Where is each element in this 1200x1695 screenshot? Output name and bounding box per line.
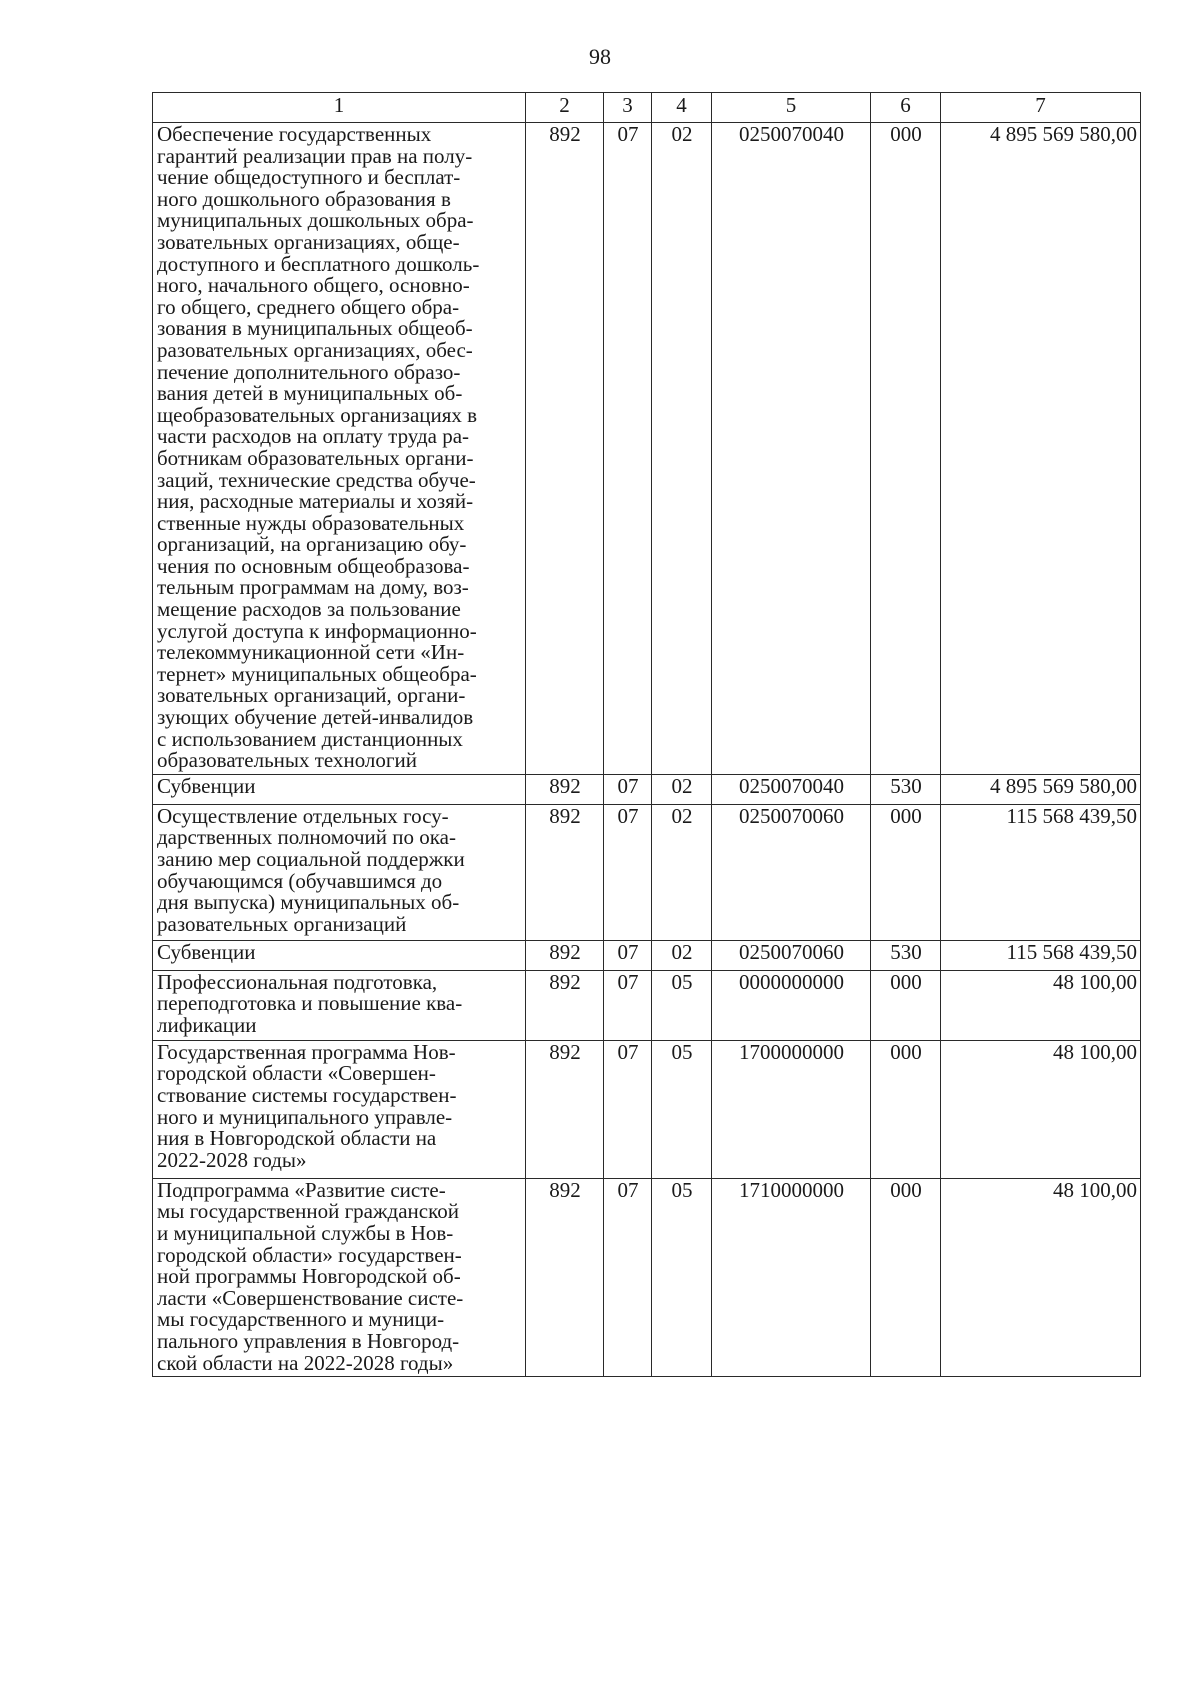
expense-type-cell: 530 <box>871 774 941 804</box>
expense-name-line: занию мер социальной поддержки <box>157 847 465 871</box>
expense-type-cell: 000 <box>871 970 941 1040</box>
expense-name-line: зовательных организаций, органи- <box>157 683 466 708</box>
expense-name-line: ния, расходные материалы и хозяй- <box>157 489 474 514</box>
expense-name-line: организаций, на организацию обу- <box>157 532 467 557</box>
amount-cell: 48 100,00 <box>941 1040 1141 1178</box>
target-article-cell: 0250070040 <box>712 774 871 804</box>
expense-type-cell: 000 <box>871 1178 941 1376</box>
table-row <box>153 940 1141 970</box>
ministry-code-cell: 892 <box>526 1178 604 1376</box>
expense-name-line: ной программы Новгородской об- <box>157 1264 461 1289</box>
expense-name-line: 2022-2028 годы» <box>157 1147 307 1172</box>
budget-table <box>152 92 1141 1377</box>
target-article-cell: 1710000000 <box>712 1178 871 1376</box>
expense-name-line: мещение расходов за пользование <box>157 597 461 622</box>
expense-name-line: Государственная программа Нов- <box>157 1039 456 1064</box>
expense-name-line: щеобразовательных организациях в <box>157 402 478 427</box>
amount-cell: 115 568 439,50 <box>941 804 1141 940</box>
expense-name-line: городской области» государствен- <box>157 1242 462 1267</box>
expense-name-line: дня выпуска) муниципальных об- <box>157 890 460 915</box>
expense-name-line: тернет» муниципальных общеобра- <box>157 661 477 686</box>
expense-name-line: разовательных организациях, обес- <box>157 337 473 362</box>
expense-name-cell <box>153 970 526 1040</box>
header-col-5: 5 <box>712 93 871 123</box>
ministry-code-cell: 892 <box>526 123 604 775</box>
ministry-code-cell: 892 <box>526 804 604 940</box>
expense-name-line: ствование системы государствен- <box>157 1083 457 1107</box>
expense-name-line: Подпрограмма «Развитие систе- <box>157 1177 446 1202</box>
subsection-code-cell: 05 <box>652 970 712 1040</box>
expense-name-cell <box>153 1040 526 1178</box>
section-code-cell: 07 <box>604 774 652 804</box>
header-col-2: 2 <box>526 93 604 123</box>
expense-name-cell <box>153 1178 526 1376</box>
expense-name-line: части расходов на оплату труда ра- <box>157 424 470 449</box>
subsection-code-cell: 05 <box>652 1178 712 1376</box>
table-row <box>153 970 1141 1040</box>
expense-type-cell: 000 <box>871 1040 941 1178</box>
amount-cell: 4 895 569 580,00 <box>941 123 1141 775</box>
expense-name-line: и муниципальной службы в Нов- <box>157 1221 454 1245</box>
expense-name-line: заций, технические средства обуче- <box>157 467 476 492</box>
expense-name-line: го общего, среднего общего обра- <box>157 294 460 319</box>
expense-name-cell <box>153 123 526 775</box>
expense-name-line: тельным программам на дому, воз- <box>157 575 469 600</box>
expense-name-line: Осуществление отдельных госу- <box>157 803 449 828</box>
expense-name-line: пального управления в Новгород- <box>157 1328 460 1353</box>
expense-name-line: ской области на 2022-2028 годы» <box>157 1350 454 1375</box>
table-row <box>153 1178 1141 1376</box>
page-number: 98 <box>589 44 611 69</box>
expense-name-line: лификации <box>157 1013 257 1037</box>
target-article-cell: 0250070060 <box>712 804 871 940</box>
table-header <box>153 93 1141 123</box>
section-code-cell: 07 <box>604 940 652 970</box>
section-code-cell: 07 <box>604 123 652 775</box>
expense-name-line: ния в Новгородской области на <box>157 1126 437 1151</box>
expense-name-line: мы государственного и муници- <box>157 1307 445 1332</box>
target-article-cell: 0250070040 <box>712 123 871 775</box>
expense-name-line: ного и муниципального управле- <box>157 1104 453 1129</box>
expense-name-line: с использованием дистанционных <box>157 726 463 751</box>
expense-type-cell: 000 <box>871 804 941 940</box>
header-col-4: 4 <box>652 93 712 123</box>
expense-name-line: Субвенции <box>157 773 256 798</box>
expense-name-line: городской области «Совершен- <box>157 1061 436 1086</box>
expense-name-line: чение общедоступного и бесплат- <box>157 165 461 190</box>
amount-cell: 4 895 569 580,00 <box>941 774 1141 804</box>
subsection-code-cell: 02 <box>652 123 712 775</box>
expense-name-line: зовательных организациях, обще- <box>157 229 460 254</box>
table-body <box>153 123 1141 1377</box>
expense-name-line: ласти «Совершенствование систе- <box>157 1285 464 1310</box>
header-col-7: 7 <box>941 93 1141 123</box>
expense-name-line: гарантий реализации прав на полу- <box>157 143 473 168</box>
expense-name-line: муниципальных дошкольных обра- <box>157 208 474 233</box>
expense-name-line: зующих обучение детей-инвалидов <box>157 705 474 730</box>
expense-type-cell: 530 <box>871 940 941 970</box>
expense-name-line: разовательных организаций <box>157 911 407 936</box>
table-row <box>153 1040 1141 1178</box>
amount-cell: 48 100,00 <box>941 970 1141 1040</box>
expense-name-line: доступного и бесплатного дошколь- <box>157 251 480 276</box>
expense-name-line: зования в муниципальных общеоб- <box>157 316 473 341</box>
section-code-cell: 07 <box>604 804 652 940</box>
header-col-1: 1 <box>153 93 526 123</box>
expense-name-line: ственные нужды образовательных <box>157 510 465 535</box>
subsection-code-cell: 02 <box>652 804 712 940</box>
expense-name-line: Обеспечение государственных <box>157 122 432 146</box>
ministry-code-cell: 892 <box>526 940 604 970</box>
expense-name-line: ного, начального общего, основно- <box>157 273 470 298</box>
amount-cell: 48 100,00 <box>941 1178 1141 1376</box>
amount-cell: 115 568 439,50 <box>941 940 1141 970</box>
expense-name-cell <box>153 940 526 970</box>
table-row <box>153 804 1141 940</box>
expense-name-line: мы государственной гражданской <box>157 1199 459 1224</box>
header-col-3: 3 <box>604 93 652 123</box>
expense-name-cell <box>153 774 526 804</box>
expense-name-line: ботникам образовательных органи- <box>157 445 474 470</box>
expense-name-line: переподготовка и повышение ква- <box>157 991 463 1016</box>
table-row <box>153 774 1141 804</box>
target-article-cell: 0250070060 <box>712 940 871 970</box>
expense-name-line: услугой доступа к информационно- <box>157 618 477 643</box>
subsection-code-cell: 02 <box>652 940 712 970</box>
section-code-cell: 07 <box>604 1040 652 1178</box>
expense-name-line: Субвенции <box>157 939 256 964</box>
expense-name-line: образовательных технологий <box>157 748 417 773</box>
expense-name-line: ного дошкольного образования в <box>157 186 451 211</box>
section-code-cell: 07 <box>604 1178 652 1376</box>
expense-name-line: печение дополнительного образо- <box>157 359 461 384</box>
target-article-cell: 1700000000 <box>712 1040 871 1178</box>
header-col-6: 6 <box>871 93 941 123</box>
section-code-cell: 07 <box>604 970 652 1040</box>
expense-type-cell: 000 <box>871 123 941 775</box>
ministry-code-cell: 892 <box>526 1040 604 1178</box>
expense-name-line: телекоммуникационной сети «Ин- <box>157 640 465 665</box>
expense-name-line: Профессиональная подготовка, <box>157 969 438 994</box>
table-row <box>153 123 1141 775</box>
expense-name-line: обучающимся (обучавшимся до <box>157 868 443 893</box>
ministry-code-cell: 892 <box>526 970 604 1040</box>
header-row <box>153 93 1141 123</box>
target-article-cell: 0000000000 <box>712 970 871 1040</box>
expense-name-line: вания детей в муниципальных об- <box>157 381 463 406</box>
ministry-code-cell: 892 <box>526 774 604 804</box>
subsection-code-cell: 02 <box>652 774 712 804</box>
expense-name-cell <box>153 804 526 940</box>
expense-name-line: дарственных полномочий по ока- <box>157 825 456 850</box>
expense-name-line: чения по основным общеобразова- <box>157 553 470 578</box>
subsection-code-cell: 05 <box>652 1040 712 1178</box>
